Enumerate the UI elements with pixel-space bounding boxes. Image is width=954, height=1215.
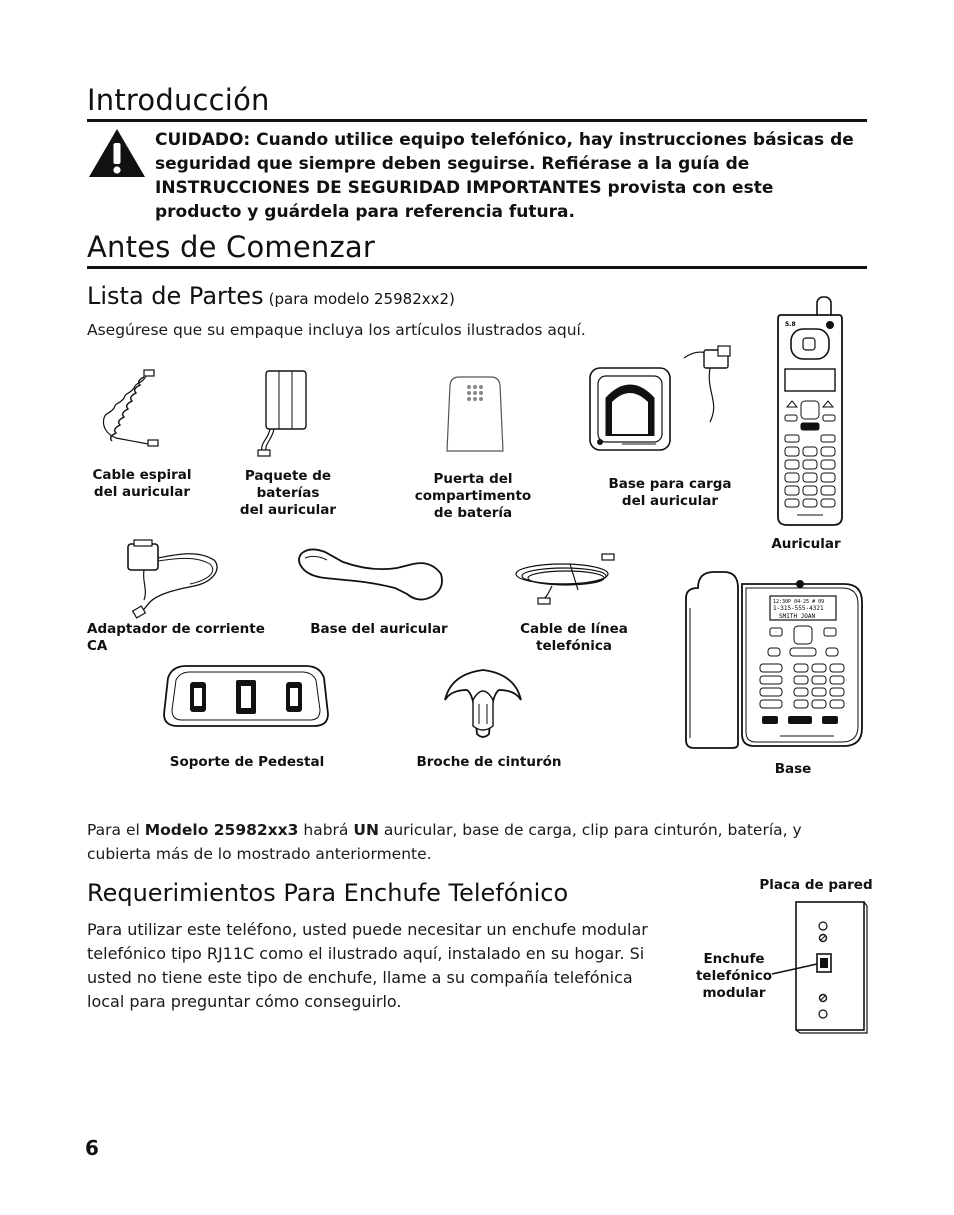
display-line-3: SMITH JOAN — [779, 613, 816, 620]
warning-text: CUIDADO: Cuando utilice equipo telefónico, hay instrucciones básicas de seguridad que siempre deben seguirse. Refiérase a la guía de INSTRUCCIONES DE SEGURIDAD IMPORTANTES provista con este producto y guárdela para referencia futura. — [155, 130, 854, 222]
base-unit-label: Base — [774, 761, 812, 777]
coil-cord-label: Cable espiral del auricular — [92, 467, 192, 500]
ac-adapter-icon — [118, 538, 222, 622]
jack-text: Para utilizar este teléfono, usted puede necesitar un enchufe modular telefónico tipo RJ11C como el ilustrado aquí, instalado en su hogar. Si usted no tiene este tipo de enchufe, llame a su compañía telefónica local para preguntar cómo conseguirlo. — [87, 920, 648, 1011]
parts-title: Lista de Partes — [87, 282, 264, 310]
antes-rule — [87, 266, 867, 269]
battery-door-icon — [445, 375, 505, 453]
battery-door-label: Puerta del compartimento de batería — [414, 471, 532, 521]
coil-cord-icon — [96, 368, 166, 452]
parts-intro-text: Asegúrese que su empaque incluya los artículos ilustrados aquí. — [87, 321, 586, 339]
model3-model: Modelo 25982xx3 — [144, 821, 299, 839]
belt-clip-label: Broche de cinturón — [416, 754, 562, 770]
pedestal-icon — [162, 660, 330, 730]
model3-note: Para el Modelo 25982xx3 habrá UN auricular, base de carga, clip para cinturón, batería, y cubierta más de lo mostrado anteriormente. — [87, 821, 802, 863]
base-unit-icon — [684, 568, 866, 750]
wall-plate-icon — [770, 900, 870, 1034]
line-cord-icon — [512, 552, 622, 606]
model3-un: UN — [353, 821, 379, 839]
battery-pack-icon — [250, 368, 310, 458]
charging-base-icon — [588, 342, 738, 454]
intro-title: Introducción — [87, 83, 270, 117]
parts-model-note: (para modelo 25982xx2) — [268, 290, 455, 308]
jack-title: Requerimientos Para Enchufe Telefónico — [87, 879, 569, 907]
charging-base-label: Base para carga del auricular — [608, 476, 732, 509]
display-line-1: 12:30P 04-25 # 09 — [773, 599, 825, 605]
display-line-2: 1-315-555-4321 — [773, 605, 824, 612]
parts-heading — [87, 282, 455, 310]
battery-pack-label: Paquete de baterías del auricular — [239, 468, 337, 518]
svg-text:5.8: 5.8 — [785, 321, 796, 328]
line-cord-label: Cable de línea telefónica — [520, 621, 628, 654]
corded-handset-icon — [295, 548, 445, 608]
warning-icon — [88, 128, 146, 178]
corded-handset-label: Base del auricular — [310, 621, 448, 637]
handset-icon — [775, 295, 845, 527]
handset-label: Auricular — [771, 536, 841, 552]
modular-jack-label: Enchufe telefónico modular — [695, 951, 773, 1001]
pedestal-label: Soporte de Pedestal — [169, 754, 325, 770]
antes-title: Antes de Comenzar — [87, 230, 376, 264]
ac-adapter-label: Adaptador de corriente CA — [87, 621, 265, 654]
page-number: 6 — [85, 1136, 99, 1160]
intro-rule — [87, 119, 867, 122]
belt-clip-icon — [443, 664, 523, 742]
wall-plate-label: Placa de pared — [759, 877, 873, 893]
